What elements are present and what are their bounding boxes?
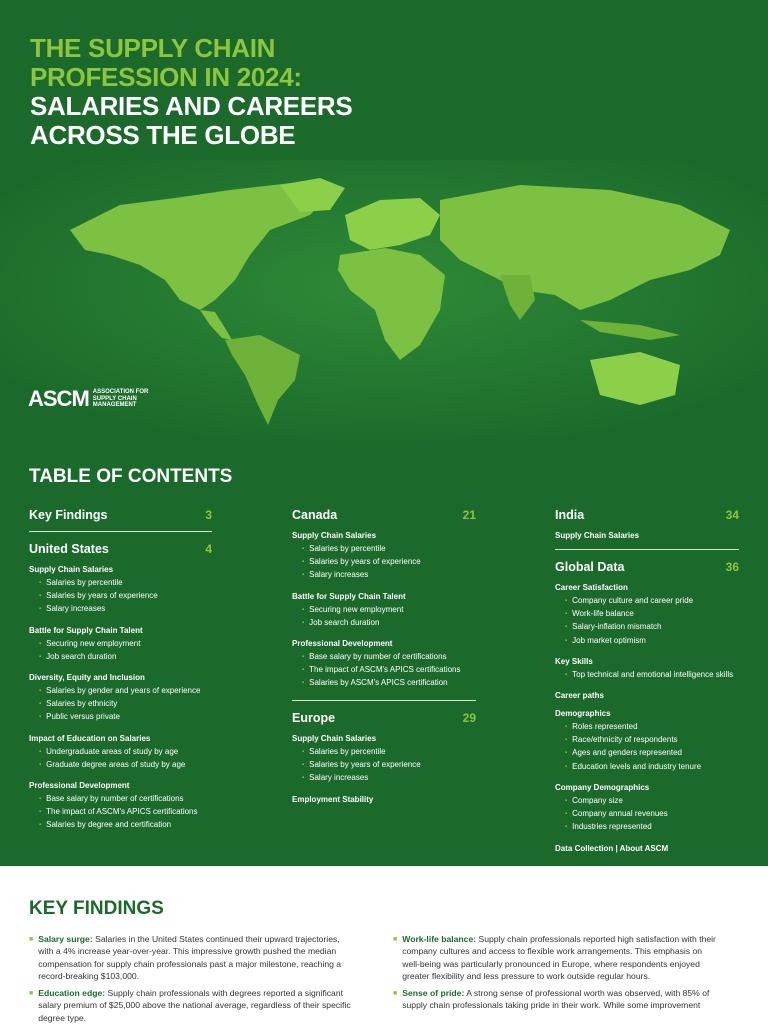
toc-subsection-list <box>555 583 739 834</box>
toc-list-item[interactable]: ▪ Salaries by percentile <box>302 746 476 759</box>
toc-entry-label: Global Data <box>555 560 625 574</box>
finding-body: Supply chain professionals with degrees reported a significant salary premium of $25,000 above the national average, regardless of their specific degree type. <box>38 988 351 1023</box>
toc-entry-canada[interactable] <box>292 508 476 522</box>
toc-list-item[interactable]: ▪ Securing new employment <box>302 604 476 617</box>
title-line: ACROSS THE GLOBE <box>30 120 296 150</box>
toc-footer-links[interactable]: Data Collection | About ASCM <box>555 844 669 854</box>
finding-lead: Sense of pride: <box>402 988 465 999</box>
toc-entry-label: Key Findings <box>29 508 108 522</box>
toc-list-item[interactable]: ▪ Salaries by percentile <box>302 543 476 556</box>
toc-subsection-heading[interactable]: Career Satisfaction <box>555 583 628 592</box>
toc-list-item[interactable]: ▪ Salaries by years of experience <box>39 590 212 603</box>
toc-entry-label: Europe <box>292 710 336 725</box>
toc-list-item[interactable]: ▪ Salaries by ethnicity <box>39 698 212 711</box>
toc-subsection-heading[interactable]: Supply Chain Salaries <box>292 733 377 743</box>
finding-bullet <box>393 987 718 1012</box>
toc-entry-global-data[interactable] <box>555 560 739 574</box>
toc-list-item[interactable]: ▪ Salaries by degree and certification <box>39 819 212 832</box>
toc-list-item[interactable]: ▪ Job search duration <box>39 651 212 664</box>
toc-page-number: 29 <box>462 710 476 725</box>
finding-body: A strong sense of professional worth was observed, with 85% of supply chain professionals taking pride in their work. While some improvement <box>402 988 710 1011</box>
toc-list-item[interactable]: ▪ Salary-inflation mismatch <box>565 621 739 634</box>
toc-subsection-heading[interactable]: Company Demographics <box>555 782 650 792</box>
toc-list-item[interactable]: ▪ Roles represented <box>565 721 739 734</box>
toc-subsection-heading[interactable]: Employment Stability <box>292 795 374 805</box>
toc-list-item[interactable]: ▪ Salary increases <box>39 603 212 616</box>
toc-list-item[interactable]: ▪ The impact of ASCM's APICS certifications <box>302 664 476 677</box>
toc-list-item[interactable]: ▪ Salaries by years of experience <box>302 759 476 772</box>
finding-body: Supply chain professionals reported high satisfaction with their company cultures and access to flexible work arrangements. This emphasis on well-being was particularly pronounced in Europe, where respondents enjoyed greater flexibility and less pressure to work outside regular hours. <box>402 934 716 981</box>
toc-entry-key-findings[interactable] <box>29 508 212 522</box>
divider <box>29 531 212 532</box>
title-line: PROFESSION IN 2024: <box>30 62 302 92</box>
toc-list-item[interactable]: ▪ Salaries by gender and years of experience <box>39 685 212 698</box>
finding-text <box>402 933 718 982</box>
finding-text <box>402 987 718 1012</box>
toc-list-item[interactable]: ▪ The impact of ASCM's APICS certifications <box>39 806 212 819</box>
title-line: THE SUPPLY CHAIN <box>30 33 276 63</box>
logo-sub-line: ASSOCIATION FOR <box>92 389 149 396</box>
toc-entry-india[interactable] <box>555 508 739 522</box>
toc-subsection-heading[interactable]: Supply Chain Salaries <box>555 531 640 540</box>
toc-subsection-heading[interactable]: Professional Development <box>29 781 130 791</box>
toc-list-item[interactable]: ▪ Ages and genders represented <box>565 747 739 760</box>
toc-list-item[interactable]: ▪ Job search duration <box>302 617 476 630</box>
key-findings-title: KEY FINDINGS <box>29 898 164 919</box>
toc-list-item[interactable]: ▪ Education levels and industry tenure <box>565 761 739 774</box>
bullet-icon: ■ <box>393 990 398 998</box>
finding-lead: Work-life balance: <box>402 934 477 944</box>
toc-page-number: 36 <box>725 560 739 574</box>
toc-list-item[interactable]: ▪ Industries represented <box>565 821 739 834</box>
toc-subsection-heading[interactable]: Supply Chain Salaries <box>292 531 377 540</box>
toc-subsection-heading[interactable]: Professional Development <box>292 639 393 649</box>
bullet-icon: ■ <box>393 936 398 943</box>
toc-entry-europe[interactable] <box>292 711 476 725</box>
toc-list-item[interactable]: ▪ Work-life balance <box>565 608 739 621</box>
divider <box>555 549 739 550</box>
page-title <box>30 34 530 150</box>
toc-list-item[interactable]: ▪ Company annual revenues <box>565 808 739 821</box>
toc-page-number: 4 <box>205 542 212 556</box>
toc-subsection-heading[interactable]: Supply Chain Salaries <box>29 565 114 574</box>
finding-bullet <box>29 933 354 982</box>
toc-list-item[interactable]: ▪ Salary increases <box>302 772 476 785</box>
key-findings-right-column <box>393 933 718 1017</box>
title-line: SALARIES AND CAREERS <box>30 91 353 121</box>
toc-column-1 <box>29 508 212 833</box>
toc-list-item[interactable]: ▪ Job market optimism <box>565 635 739 648</box>
toc-page-number: 34 <box>725 508 739 522</box>
finding-lead: Education edge: <box>38 988 106 999</box>
toc-title: TABLE OF CONTENTS <box>29 466 233 487</box>
finding-bullet <box>29 987 354 1024</box>
key-findings-left-column <box>29 933 354 1029</box>
toc-list-item[interactable]: ▪ Race/ethnicity of respondents <box>565 734 739 747</box>
toc-list-item[interactable]: ▪ Salary increases <box>302 569 476 582</box>
toc-column-3 <box>555 508 739 856</box>
toc-list-item[interactable]: ▪ Salaries by ASCM's APICS certification <box>302 677 476 690</box>
toc-list-item[interactable]: ▪ Public versus private <box>39 711 212 724</box>
toc-subsection-heading[interactable]: Battle for Supply Chain Talent <box>29 625 143 635</box>
ascm-logo <box>28 386 148 412</box>
toc-entry-label: India <box>555 508 585 522</box>
toc-list-item[interactable]: ▪ Securing new employment <box>39 638 212 651</box>
logo-subtitle <box>93 389 149 409</box>
finding-body: Salaries in the United States continued their upward trajectories, with a 4% increase year-over-year. This impressive growth pushed the median compensation for supply chain professionals past a major milestone, reaching a record-breaking $103,000. <box>38 934 342 981</box>
toc-page-number: 21 <box>462 508 476 522</box>
logo-sub-line: SUPPLY CHAIN <box>92 395 137 402</box>
toc-column-2 <box>292 508 476 807</box>
toc-list-item[interactable]: ▪ Company size <box>565 795 739 808</box>
toc-entry-label: Canada <box>292 508 338 522</box>
toc-entry-label: United States <box>29 542 109 556</box>
bullet-icon: ■ <box>29 936 34 943</box>
toc-subsection-heading[interactable]: Demographics <box>555 709 611 719</box>
toc-entry-united-states[interactable] <box>29 542 212 556</box>
logo-mark: ASCM <box>28 386 89 411</box>
toc-list-item[interactable]: ▪ Salaries by percentile <box>39 577 212 590</box>
finding-text <box>38 987 354 1024</box>
divider <box>292 700 476 701</box>
toc-list-item[interactable]: ▪ Base salary by number of certifications <box>302 651 476 664</box>
finding-bullet <box>393 933 718 982</box>
toc-page-number: 3 <box>205 508 212 522</box>
toc-subsection-heading[interactable]: Battle for Supply Chain Talent <box>292 591 406 601</box>
toc-subsection-heading[interactable]: Impact of Education on Salaries <box>29 733 151 743</box>
toc-subsection-heading[interactable]: Key Skills <box>555 656 593 666</box>
finding-lead: Salary surge: <box>38 934 93 944</box>
logo-sub-line: MANAGEMENT <box>92 402 137 409</box>
toc-subsection-list <box>29 565 212 833</box>
toc-subsection-heading[interactable]: Career paths <box>555 691 604 701</box>
toc-list-item[interactable]: ▪ Graduate degree areas of study by age <box>39 759 212 772</box>
toc-subsection-heading[interactable]: Diversity, Equity and Inclusion <box>29 673 145 683</box>
toc-subsection-list <box>292 734 476 786</box>
toc-list-item[interactable]: ▪ Top technical and emotional intelligence skills <box>565 669 739 682</box>
toc-list-item[interactable]: ▪ Undergraduate areas of study by age <box>39 746 212 759</box>
toc-list-item[interactable]: ▪ Salaries by years of experience <box>302 556 476 569</box>
finding-text <box>38 933 354 982</box>
toc-list-item[interactable]: ▪ Base salary by number of certifications <box>39 793 212 806</box>
bullet-icon: ■ <box>29 990 34 998</box>
toc-subsection-list <box>292 531 476 691</box>
toc-list-item[interactable]: ▪ Company culture and career pride <box>565 595 739 608</box>
